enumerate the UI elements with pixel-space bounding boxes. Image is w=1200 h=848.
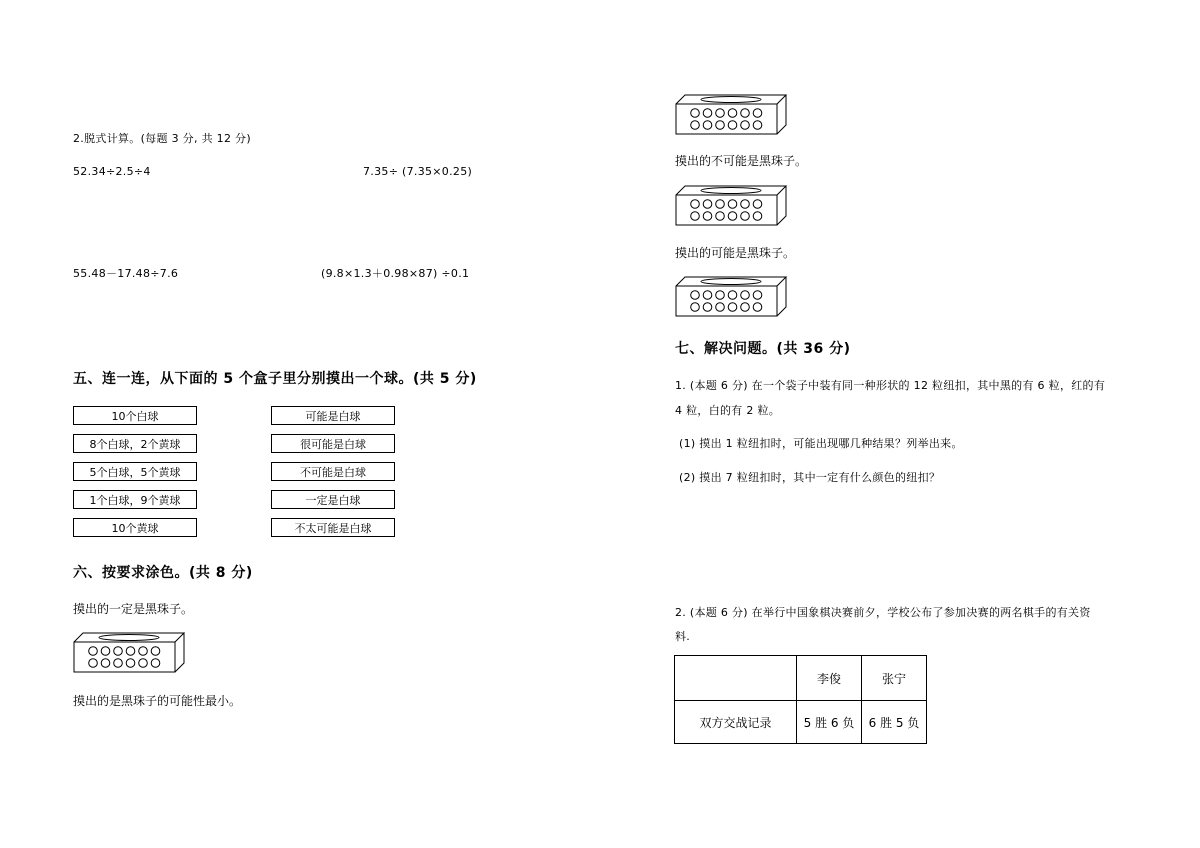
box-opening: [99, 635, 159, 641]
right-box-5[interactable]: 不太可能是白球: [271, 518, 395, 537]
bead[interactable]: [703, 303, 712, 312]
box-opening: [701, 188, 761, 194]
expression-2: 7.35÷ (7.35×0.25): [363, 165, 473, 178]
bead-box-1[interactable]: [73, 632, 189, 674]
table-header-zhang-ning: 张宁: [862, 656, 927, 701]
bead[interactable]: [753, 291, 762, 300]
bead[interactable]: [691, 303, 700, 312]
expression-4: (9.8×1.3＋0.98×87) ÷0.1: [321, 267, 470, 280]
problem-1-question-1: (1) 摸出 1 粒纽扣时，可能出现哪几种结果？列举出来。: [679, 437, 963, 450]
box-opening: [701, 279, 761, 285]
bead[interactable]: [703, 121, 712, 130]
bead[interactable]: [101, 647, 110, 656]
bead[interactable]: [716, 212, 725, 221]
table-row: [675, 701, 927, 744]
bead[interactable]: [753, 200, 762, 209]
box-front-face: [676, 286, 777, 316]
bead[interactable]: [741, 121, 750, 130]
bead[interactable]: [741, 200, 750, 209]
box-side-face: [777, 277, 786, 316]
bead[interactable]: [728, 200, 737, 209]
section-7-title: 七、解决问题。(共 36 分): [675, 341, 851, 357]
left-box-4[interactable]: 1个白球，9个黄球: [73, 490, 197, 509]
bead[interactable]: [703, 212, 712, 221]
bead[interactable]: [753, 121, 762, 130]
bead[interactable]: [703, 200, 712, 209]
bead[interactable]: [741, 291, 750, 300]
bead[interactable]: [728, 303, 737, 312]
bead[interactable]: [716, 200, 725, 209]
section-6-title: 六、按要求涂色。(共 8 分): [73, 565, 253, 581]
bead[interactable]: [114, 659, 123, 668]
problem-2-line-2: 料.: [675, 630, 691, 643]
box-side-face: [777, 95, 786, 134]
left-box-5[interactable]: 10个黄球: [73, 518, 197, 537]
bead-box-4[interactable]: [675, 276, 791, 318]
bead[interactable]: [703, 291, 712, 300]
bead[interactable]: [716, 121, 725, 130]
bead[interactable]: [691, 109, 700, 118]
problem-2-line-1: 2. (本题 6 分) 在举行中国象棋决赛前夕，学校公布了参加决赛的两名棋手的有关资: [675, 606, 1091, 619]
bead[interactable]: [728, 291, 737, 300]
bead[interactable]: [728, 109, 737, 118]
right-box-1[interactable]: 可能是白球: [271, 406, 395, 425]
bead[interactable]: [753, 303, 762, 312]
bead[interactable]: [691, 200, 700, 209]
player-record-table: [674, 655, 927, 744]
bead[interactable]: [753, 212, 762, 221]
bead[interactable]: [728, 212, 737, 221]
bead[interactable]: [741, 109, 750, 118]
coloring-instruction-3: 摸出的不可能是黑珠子。: [675, 154, 808, 168]
bead[interactable]: [716, 303, 725, 312]
table-row-label: 双方交战记录: [675, 701, 797, 744]
bead[interactable]: [703, 109, 712, 118]
bead-box-3[interactable]: [675, 185, 791, 227]
bead[interactable]: [151, 659, 160, 668]
problem-1-line-1: 1. (本题 6 分) 在一个袋子中装有同一种形状的 12 粒纽扣，其中黑的有 6 粒，红的有: [675, 379, 1106, 392]
bead[interactable]: [151, 647, 160, 656]
box-opening: [701, 97, 761, 103]
bead[interactable]: [753, 109, 762, 118]
bead[interactable]: [89, 659, 98, 668]
bead[interactable]: [741, 303, 750, 312]
bead[interactable]: [126, 647, 135, 656]
box-front-face: [676, 195, 777, 225]
right-box-2[interactable]: 很可能是白球: [271, 434, 395, 453]
bead[interactable]: [691, 212, 700, 221]
problem-1-line-2: 4 粒，白的有 2 粒。: [675, 404, 781, 417]
bead[interactable]: [716, 291, 725, 300]
bead[interactable]: [139, 659, 148, 668]
problem-1-question-2: (2) 摸出 7 粒纽扣时，其中一定有什么颜色的纽扣？: [679, 471, 941, 484]
section-5-title: 五、连一连，从下面的 5 个盒子里分别摸出一个球。(共 5 分): [73, 371, 477, 387]
bead[interactable]: [114, 647, 123, 656]
expression-1: 52.34÷2.5÷4: [73, 165, 151, 178]
bead[interactable]: [126, 659, 135, 668]
expression-3: 55.48－17.48÷7.6: [73, 267, 179, 280]
q2-title: 2.脱式计算。(每题 3 分, 共 12 分): [73, 132, 251, 145]
left-box-1[interactable]: 10个白球: [73, 406, 197, 425]
box-side-face: [777, 186, 786, 225]
bead[interactable]: [101, 659, 110, 668]
coloring-instruction-4: 摸出的可能是黑珠子。: [675, 246, 796, 260]
right-box-3[interactable]: 不可能是白球: [271, 462, 395, 481]
box-front-face: [676, 104, 777, 134]
bead[interactable]: [691, 121, 700, 130]
table-header-row: [675, 656, 927, 701]
table-cell-zhang-ning: 6 胜 5 负: [862, 701, 927, 744]
coloring-instruction-1: 摸出的一定是黑珠子。: [73, 602, 194, 616]
bead[interactable]: [89, 647, 98, 656]
table-corner-cell: [675, 656, 797, 701]
bead[interactable]: [716, 109, 725, 118]
table-header-li-jun: 李俊: [797, 656, 862, 701]
bead[interactable]: [741, 212, 750, 221]
coloring-instruction-2: 摸出的是黑珠子的可能性最小。: [73, 694, 242, 708]
left-box-3[interactable]: 5个白球，5个黄球: [73, 462, 197, 481]
table-cell-li-jun: 5 胜 6 负: [797, 701, 862, 744]
left-box-2[interactable]: 8个白球，2个黄球: [73, 434, 197, 453]
right-box-4[interactable]: 一定是白球: [271, 490, 395, 509]
bead[interactable]: [691, 291, 700, 300]
bead[interactable]: [728, 121, 737, 130]
bead[interactable]: [139, 647, 148, 656]
box-side-face: [175, 633, 184, 672]
bead-box-2[interactable]: [675, 94, 791, 136]
box-front-face: [74, 642, 175, 672]
